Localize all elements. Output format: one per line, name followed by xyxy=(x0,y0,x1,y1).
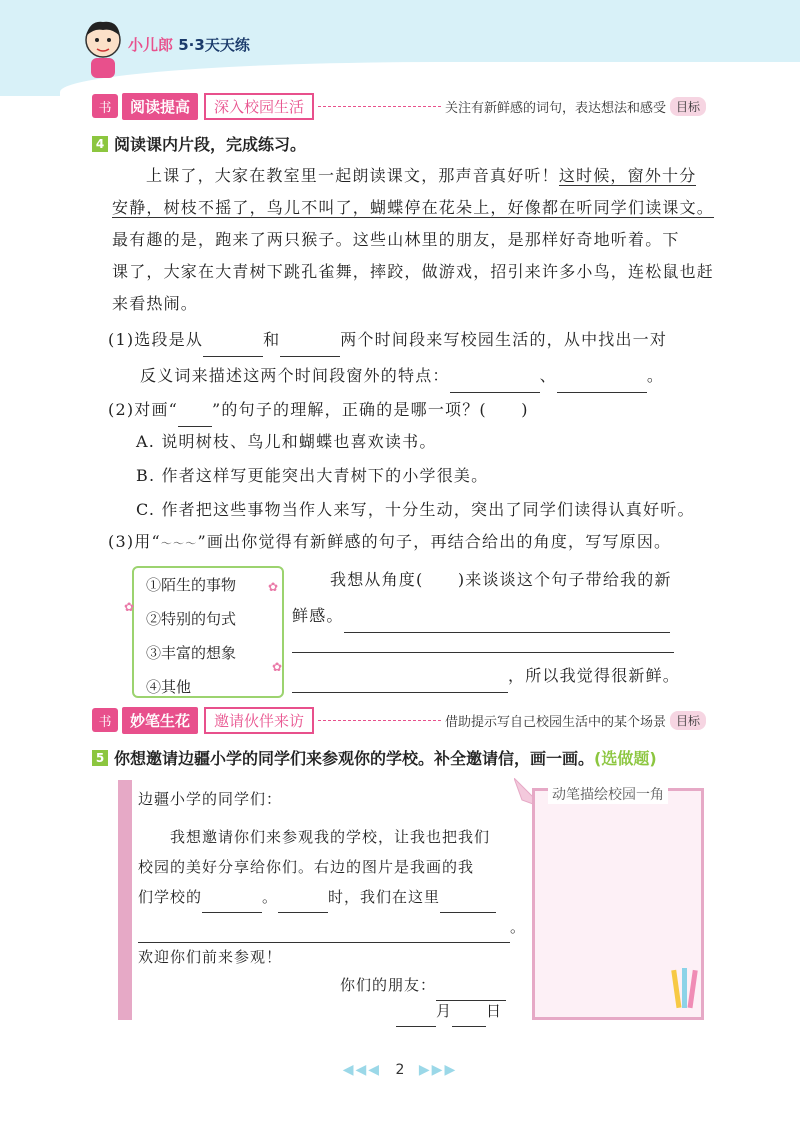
drawing-title: 动笔描绘校园一角 xyxy=(548,784,668,804)
book-icon: 书 xyxy=(92,708,118,732)
blank-field[interactable] xyxy=(557,360,647,393)
question-number: 4 xyxy=(92,136,108,152)
answer-line-2 xyxy=(292,600,670,633)
letter-text: 时，我们在这里 xyxy=(328,888,441,906)
letter-line: 我想邀请你们来参观我的学校，让我也把我们 xyxy=(170,828,491,846)
passage-line: 最有趣的是，跑来了两只猴子。这些山林里的朋友，是那样好奇地听着。下 xyxy=(112,230,680,249)
letter-text: 们学校的 xyxy=(138,888,203,906)
page-number: 2 xyxy=(395,1062,405,1078)
question-text: 你想邀请边疆小学的同学们来参观你的学校。补全邀请信，画一画。 xyxy=(114,749,595,768)
hint-item: ③丰富的想象 xyxy=(146,644,237,662)
letter-text: 月 xyxy=(436,1002,453,1020)
brand-title xyxy=(128,34,250,55)
letter-text: 日 xyxy=(486,1002,503,1020)
book-icon: 书 xyxy=(92,94,118,118)
wavy-sample: ～～～ xyxy=(160,537,198,550)
optional-tag: (选做题) xyxy=(594,749,657,768)
blank-field[interactable] xyxy=(452,996,486,1027)
dash-divider xyxy=(318,106,441,107)
letter-text: 你们的朋友： xyxy=(340,976,437,994)
section-reading-header xyxy=(92,92,706,120)
goal-badge: 目标 xyxy=(670,711,706,730)
blank-field[interactable] xyxy=(450,360,540,393)
subq-text: 和 xyxy=(263,330,281,349)
subq-3 xyxy=(108,526,671,560)
passage xyxy=(112,160,715,320)
subq-text: 、 xyxy=(539,366,557,385)
section-goal: 借助提示写自己校园生活中的某个场景 xyxy=(444,714,666,730)
subq-text: 两个时间段来写校园生活的，从中找出一对 xyxy=(340,330,668,349)
blank-field[interactable] xyxy=(203,324,263,357)
letter-closing: 欢迎你们前来参观！ xyxy=(138,948,283,966)
letter-text: 。 xyxy=(510,918,527,936)
question-4-title xyxy=(92,132,306,155)
subq-text: (3)用“ xyxy=(108,532,161,551)
hint-item: ②特别的句式 xyxy=(146,610,237,628)
blank-field[interactable] xyxy=(396,996,436,1027)
blank-field[interactable] xyxy=(138,912,510,943)
answer-blank[interactable] xyxy=(292,652,674,653)
pencils-icon xyxy=(670,962,700,1012)
answer-text: ，所以我觉得很新鲜。 xyxy=(508,666,681,685)
answer-line-1: 我想从角度( )来谈谈这个句子带给我的新 xyxy=(330,570,672,589)
answer-blank[interactable] xyxy=(344,600,670,633)
option-a[interactable]: A. 说明树枝、鸟儿和蝴蝶也喜欢读书。 xyxy=(136,432,437,451)
flower-icon: ✿ xyxy=(272,660,283,674)
section-main-title: 阅读提高 xyxy=(122,93,198,120)
blank-field[interactable] xyxy=(280,324,340,357)
section-sub-title: 深入校园生活 xyxy=(204,93,314,120)
answer-blank[interactable] xyxy=(292,660,508,693)
passage-underlined: 安静，树枝不摇了，鸟儿不叫了，蝴蝶停在花朵上，好像都在听同学们读课文。 xyxy=(112,198,715,217)
subq-text: (2)对画“ xyxy=(108,400,179,419)
section-main-title: 妙笔生花 xyxy=(122,707,198,734)
invitation-letter xyxy=(118,780,542,1020)
letter-greeting: 边疆小学的同学们： xyxy=(138,790,283,808)
passage-line: 上课了，大家在教室里一起朗读课文，那声音真好听！ xyxy=(146,166,559,185)
hint-item: ④其他 xyxy=(146,678,192,696)
hint-item: ①陌生的事物 xyxy=(146,576,237,594)
section-goal: 关注有新鲜感的词句，表达想法和感受 xyxy=(444,100,666,116)
blank-field[interactable] xyxy=(278,882,328,913)
dash-divider xyxy=(318,720,441,721)
subq-1 xyxy=(108,324,718,357)
subq-text: ”的句子的理解，正确的是哪一项？( ) xyxy=(212,400,529,419)
blank-field[interactable] xyxy=(440,882,496,913)
letter-line xyxy=(138,912,526,943)
subq-2 xyxy=(108,394,529,427)
question-number: 5 xyxy=(92,750,108,766)
hint-box xyxy=(132,566,284,698)
question-text: 阅读课内片段，完成练习。 xyxy=(114,135,307,154)
passage-underlined: 这时候，窗外十分 xyxy=(558,166,697,185)
flower-icon: ✿ xyxy=(268,580,279,594)
question-5-title xyxy=(92,746,657,769)
line-sample xyxy=(178,394,212,427)
right-arrows-icon: ▶▶▶ xyxy=(418,1062,458,1078)
blank-field[interactable] xyxy=(202,882,262,913)
subq-text: 反义词来描述这两个时间段窗外的特点： xyxy=(140,366,450,385)
letter-line: 校园的美好分享给你们。右边的图片是我画的我 xyxy=(138,858,475,876)
letter-date xyxy=(396,996,502,1027)
brand-rest: 5·3天天练 xyxy=(178,36,250,54)
letter-line xyxy=(138,882,496,913)
brand-pink: 小儿郎 xyxy=(128,36,174,54)
answer-text: 鲜感。 xyxy=(292,606,344,625)
page-footer xyxy=(0,1062,800,1078)
option-b[interactable]: B. 作者这样写更能突出大青树下的小学很美。 xyxy=(136,466,489,485)
subq-text: ”画出你觉得有新鲜感的句子，再结合给出的角度，写写原因。 xyxy=(197,532,672,551)
subq-text: (1)选段是从 xyxy=(108,330,204,349)
mascot-icon xyxy=(80,18,126,80)
answer-line-4 xyxy=(292,660,680,693)
subq-1-cont xyxy=(140,360,720,393)
letter-text: 。 xyxy=(262,888,279,906)
flower-icon: ✿ xyxy=(124,600,135,614)
left-arrows-icon: ◀◀◀ xyxy=(342,1062,382,1078)
passage-line: 课了，大家在大青树下跳孔雀舞，摔跤，做游戏，招引来许多小鸟，连松鼠也赶 xyxy=(112,262,715,281)
subq-text: 。 xyxy=(646,366,665,385)
section-sub-title: 邀请伙伴来访 xyxy=(204,707,314,734)
option-c[interactable]: C. 作者把这些事物当作人来写，十分生动，突出了同学们读得认真好听。 xyxy=(136,500,695,519)
goal-badge: 目标 xyxy=(670,97,706,116)
passage-line: 来看热闹。 xyxy=(112,294,199,313)
section-writing-header xyxy=(92,706,706,734)
